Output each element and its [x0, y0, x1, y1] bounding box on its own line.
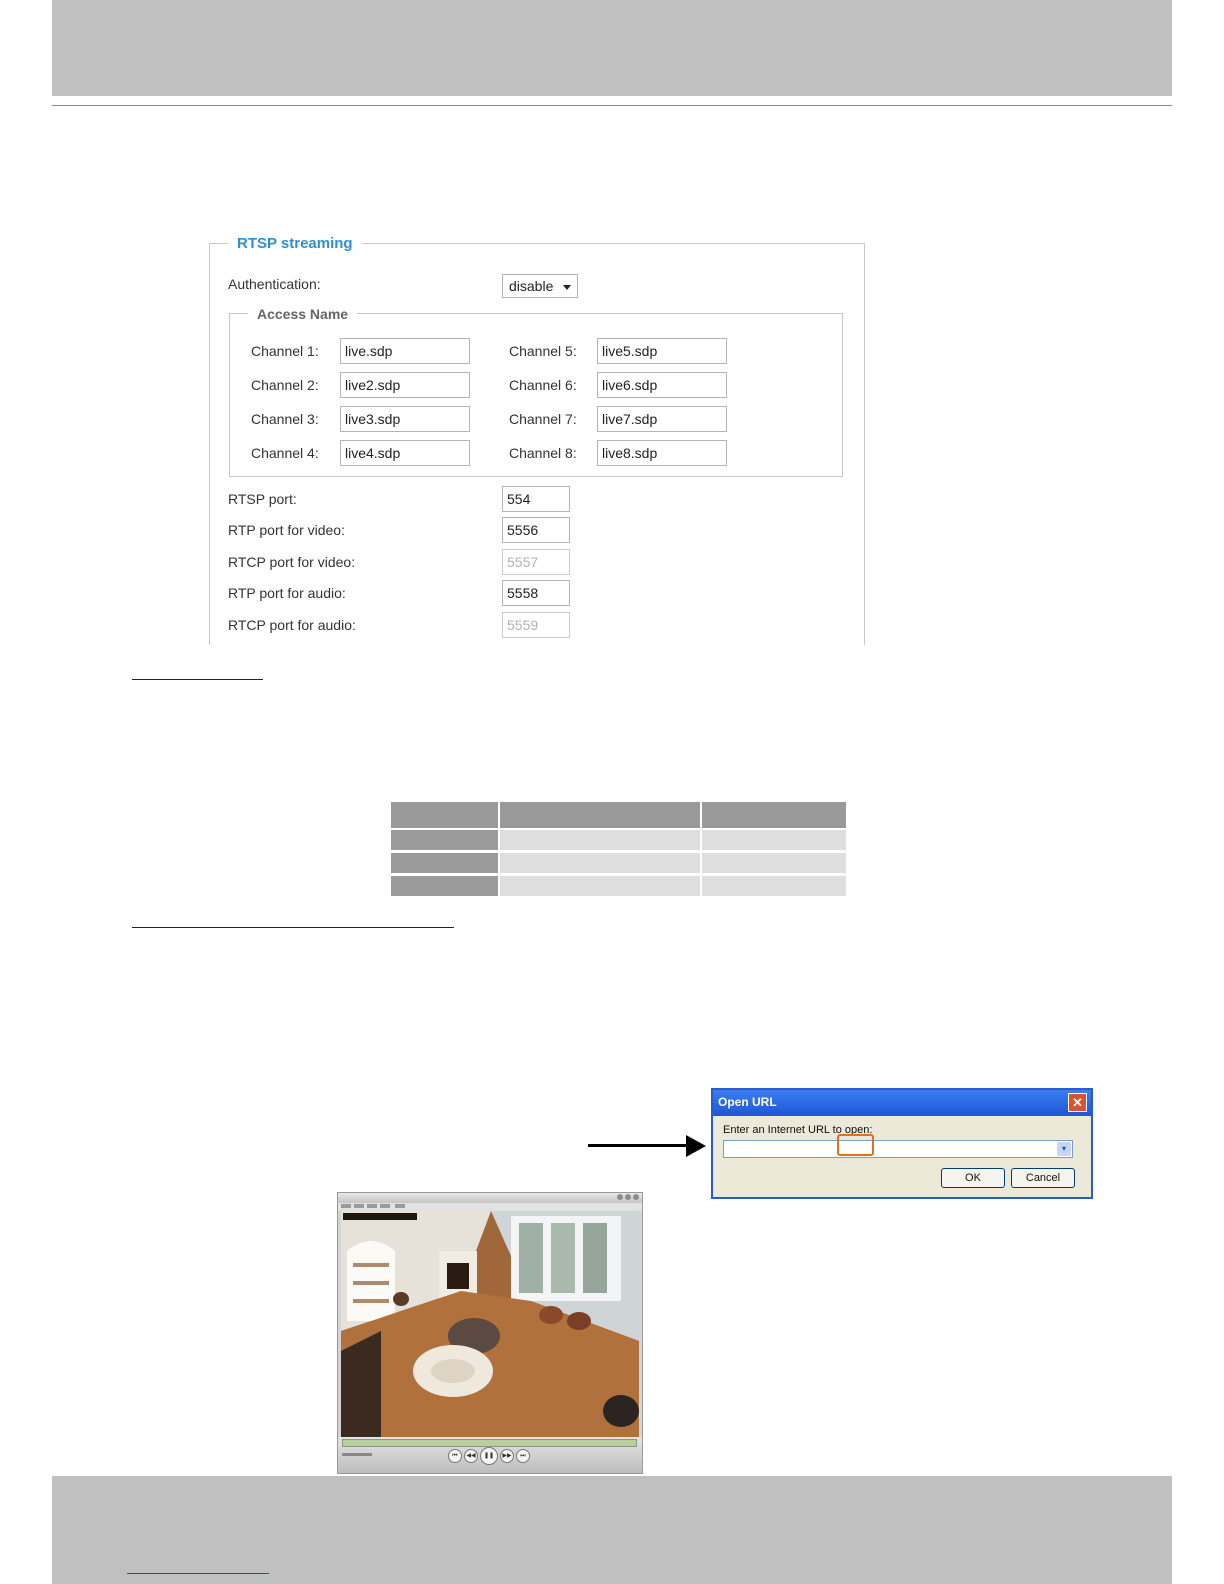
- rtsp-port-input[interactable]: 554: [502, 486, 570, 512]
- channel-4-label: Channel 4:: [251, 445, 319, 461]
- channel-3-label: Channel 3:: [251, 411, 319, 427]
- volume-slider[interactable]: [342, 1453, 372, 1456]
- table-row-header-cell: [391, 853, 498, 873]
- menu-item[interactable]: [354, 1204, 364, 1208]
- close-icon[interactable]: ✕: [1068, 1093, 1087, 1112]
- video-frame-living-room: [341, 1211, 639, 1437]
- channel-5-label: Channel 5:: [509, 343, 577, 359]
- channel-6-input[interactable]: live6.sdp: [597, 372, 727, 398]
- channel-2-label: Channel 2:: [251, 377, 319, 393]
- dialog-title-bar: [713, 1090, 1091, 1116]
- fast-forward-icon[interactable]: ▶▶: [500, 1449, 514, 1463]
- table-cell: [702, 853, 846, 873]
- table-row-header-cell: [391, 876, 498, 896]
- player-menu-bar: [338, 1203, 642, 1211]
- open-url-dialog: [711, 1088, 1093, 1199]
- skip-forward-icon[interactable]: ⏭: [516, 1449, 530, 1463]
- pause-icon[interactable]: ❚❚: [480, 1447, 498, 1465]
- skip-back-icon[interactable]: ⏮: [448, 1449, 462, 1463]
- page-footer-band: [52, 1476, 1172, 1584]
- section-heading-underline: [132, 927, 454, 928]
- table-cell: [702, 876, 846, 896]
- access-name-legend: Access Name: [248, 306, 357, 322]
- video-caption-bar: [343, 1213, 417, 1220]
- header-divider: [52, 105, 1172, 106]
- rtcp-video-port-label: RTCP port for video:: [228, 554, 356, 570]
- table-cell: [500, 853, 700, 873]
- living-room-image: [341, 1211, 639, 1437]
- rtp-video-port-input[interactable]: 5556: [502, 517, 570, 543]
- authentication-select-value: disable: [509, 278, 554, 294]
- channel-8-label: Channel 8:: [509, 445, 577, 461]
- rtcp-audio-port-label: RTCP port for audio:: [228, 617, 356, 633]
- media-player-window: [337, 1192, 643, 1474]
- authentication-select[interactable]: [502, 274, 578, 298]
- channel-3-input[interactable]: live3.sdp: [340, 406, 470, 432]
- channel-7-input[interactable]: live7.sdp: [597, 406, 727, 432]
- channel-6-label: Channel 6:: [509, 377, 577, 393]
- footer-link-underline[interactable]: [127, 1573, 269, 1574]
- arrow-right-icon: [686, 1135, 706, 1157]
- table-header-cell: [391, 802, 498, 828]
- channel-2-input[interactable]: live2.sdp: [340, 372, 470, 398]
- player-title-bar: [338, 1193, 642, 1203]
- table-cell: [500, 830, 700, 850]
- chevron-down-icon: [563, 285, 571, 290]
- channel-4-input[interactable]: live4.sdp: [340, 440, 470, 466]
- ok-button[interactable]: OK: [941, 1168, 1005, 1188]
- table-cell: [500, 876, 700, 896]
- arrow-shaft: [588, 1144, 686, 1147]
- close-icon[interactable]: [633, 1194, 639, 1200]
- channel-1-label: Channel 1:: [251, 343, 319, 359]
- table-header-cell: [500, 802, 700, 828]
- url-highlight-marker: [837, 1134, 874, 1156]
- channel-5-input[interactable]: live5.sdp: [597, 338, 727, 364]
- rtcp-audio-port-input: 5559: [502, 612, 570, 638]
- table-header-cell: [702, 802, 846, 828]
- rtp-audio-port-input[interactable]: 5558: [502, 580, 570, 606]
- channel-1-input[interactable]: live.sdp: [340, 338, 470, 364]
- rtcp-video-port-input: 5557: [502, 549, 570, 575]
- page-header-band: [52, 0, 1172, 96]
- table-cell: [702, 830, 846, 850]
- dialog-title: Open URL: [718, 1095, 777, 1109]
- rtsp-port-label: RTSP port:: [228, 491, 297, 507]
- menu-item[interactable]: [395, 1204, 405, 1208]
- channel-8-input[interactable]: live8.sdp: [597, 440, 727, 466]
- section-heading-underline: [132, 679, 263, 680]
- minimize-icon[interactable]: [617, 1194, 623, 1200]
- maximize-icon[interactable]: [625, 1194, 631, 1200]
- chevron-down-icon[interactable]: ▾: [1057, 1142, 1071, 1156]
- table-row-header-cell: [391, 830, 498, 850]
- rewind-icon[interactable]: ◀◀: [464, 1449, 478, 1463]
- time-display: [342, 1439, 637, 1447]
- rtsp-streaming-legend: RTSP streaming: [228, 235, 362, 252]
- rtp-audio-port-label: RTP port for audio:: [228, 585, 346, 601]
- menu-item[interactable]: [367, 1204, 377, 1208]
- rtp-video-port-label: RTP port for video:: [228, 522, 345, 538]
- channel-7-label: Channel 7:: [509, 411, 577, 427]
- url-prompt-label: Enter an Internet URL to open:: [723, 1124, 873, 1136]
- url-input[interactable]: [723, 1140, 1073, 1158]
- player-controls: [338, 1437, 642, 1473]
- menu-item[interactable]: [341, 1204, 351, 1208]
- menu-item[interactable]: [380, 1204, 390, 1208]
- cancel-button[interactable]: Cancel: [1011, 1168, 1075, 1188]
- authentication-label: Authentication:: [228, 276, 321, 292]
- window-buttons: [617, 1194, 639, 1200]
